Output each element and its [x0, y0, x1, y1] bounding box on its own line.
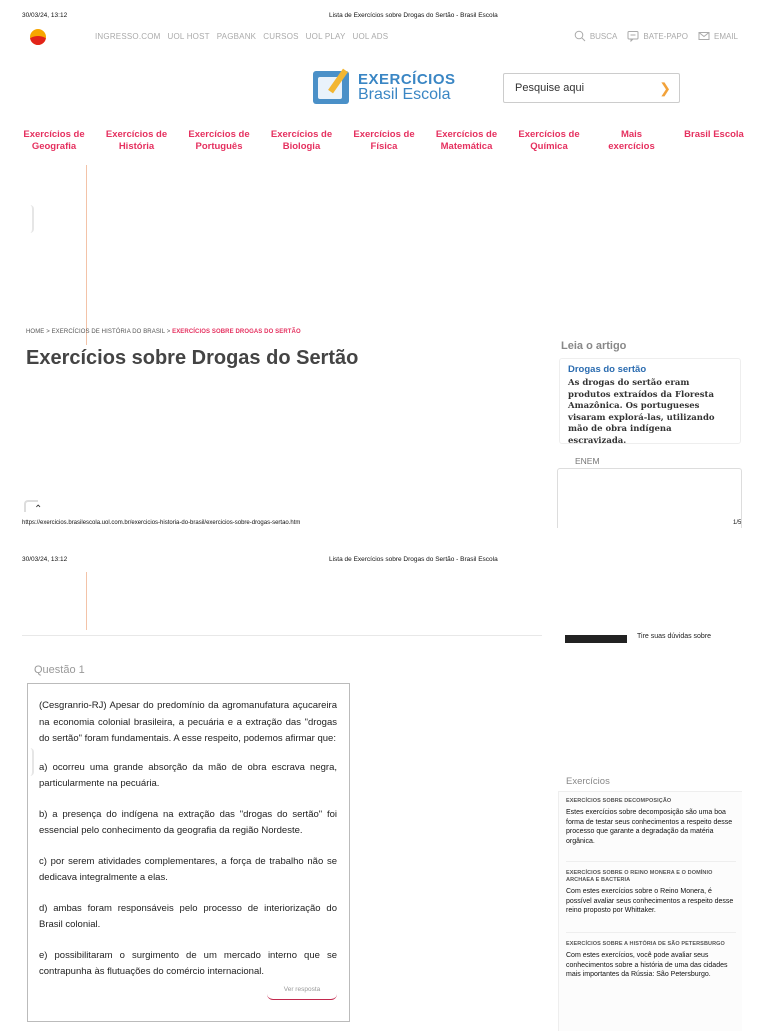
uol-link[interactable]: CURSOS: [263, 32, 299, 41]
uol-link[interactable]: PAGBANK: [216, 32, 257, 41]
breadcrumb-current: EXERCÍCIOS SOBRE DROGAS DO SERTÃO: [172, 329, 301, 335]
option-e: e) possibilitaram o surgimento de um mercado interno que se contrapunha às flutuações do comércio internacional.: [39, 949, 337, 977]
list-item[interactable]: [566, 941, 736, 980]
breadcrumb-home[interactable]: HOME: [26, 329, 45, 335]
option-d: d) ambas foram responsáveis pelo processo de interiorização do Brasil colonial.: [39, 902, 337, 930]
article-desc: As drogas do sertão eram produtos extraídos da Floresta Amazônica. Os portugueses visaram explorá-las, utilizando mão de obra indígena escravizada.: [568, 378, 715, 446]
exercise-title[interactable]: EXERCÍCIOS SOBRE A HISTÓRIA DE SÃO PETERSBURGO: [566, 941, 725, 947]
ad-divider-2: [86, 572, 87, 630]
search-input[interactable]: [513, 81, 657, 95]
print-timestamp-2: 30/03/24, 13:12: [22, 556, 68, 563]
nav-item-fisica[interactable]: Exercícios de Física: [353, 129, 415, 152]
exercises-list: [558, 791, 742, 1031]
email-label: EMAIL: [713, 31, 738, 41]
option-c: c) por serem atividades complementares, a força de trabalho não se dedicava integralmente a elas.: [39, 855, 337, 883]
uol-right-links: [574, 30, 738, 42]
ad-divider: [86, 165, 87, 345]
site-search: [503, 73, 680, 103]
article-card[interactable]: [559, 358, 741, 444]
nav-item-quimica[interactable]: Exercícios de Química: [518, 129, 580, 152]
bate-papo-link[interactable]: [627, 30, 688, 42]
divider: [566, 932, 736, 933]
print-timestamp: 30/03/24, 13:12: [22, 12, 68, 19]
uol-link[interactable]: UOL ADS: [352, 32, 389, 41]
uol-links: [95, 32, 388, 41]
print-url: https://exercicios.brasilescola.uol.com.br/exercicios-historia-do-brasil/exercicios-sobre-drogas-sertao.htm: [22, 520, 301, 526]
notepad-icon: [313, 71, 349, 104]
uol-link[interactable]: UOL HOST: [167, 32, 210, 41]
busca-link[interactable]: [574, 30, 618, 42]
breadcrumb: [26, 329, 301, 335]
page-title: Exercícios sobre Drogas do Sertão: [26, 347, 359, 369]
exercise-desc: Com estes exercícios sobre o Reino Monera, é possível avaliar seus conhecimentos a respeito desse reino proposto por Whittaker.: [566, 888, 734, 914]
uol-bar: [0, 26, 768, 52]
side-tab-2[interactable]: [24, 748, 34, 776]
nav-item-mais[interactable]: Mais exercícios: [608, 129, 655, 152]
question-box: [27, 683, 350, 1022]
option-b: b) a presença do indígena na extração das "drogas do sertão" foi essencial pelo conhecimento da geografia da região Nordeste.: [39, 808, 337, 836]
print-page-number: 1/5: [733, 520, 742, 526]
question-statement: (Cesgranrio-RJ) Apesar do predomínio da agromanufatura açucareira na economia colonial brasileira, a pecuária e a extração das "drogas do sertão" foram fundamentais. A esse respeito, podemos afirmar que:: [39, 700, 337, 744]
breadcrumb-sep: >: [166, 329, 171, 335]
print-page-title-2: Lista de Exercícios sobre Drogas do Sertão - Brasil Escola: [329, 556, 498, 563]
aside-title: Leia o artigo: [561, 340, 627, 352]
uol-link[interactable]: INGRESSO.COM: [95, 32, 161, 41]
divider: [22, 635, 542, 636]
brand-line2: Brasil Escola: [358, 86, 451, 103]
exercise-desc: Estes exercícios sobre decomposição são uma boa forma de testar seus conhecimentos a respeito desse processo que garante a degradação da matéria orgânica.: [566, 809, 733, 845]
nav-item-biologia[interactable]: Exercícios de Biologia: [270, 129, 333, 152]
bate-papo-label: BATE-PAPO: [643, 31, 688, 41]
article-title[interactable]: Drogas do sertão: [568, 364, 647, 375]
breadcrumb-sep: >: [46, 329, 50, 335]
chat-icon: [627, 30, 639, 42]
mail-icon: [698, 30, 710, 42]
enem-card[interactable]: [557, 468, 742, 528]
enem-thumbnail[interactable]: [565, 635, 627, 643]
chevron-right-icon[interactable]: ❯: [659, 80, 671, 96]
nav-item-matematica[interactable]: Exercícios de Matemática: [435, 129, 498, 152]
list-item[interactable]: [566, 870, 736, 916]
enem-label: ENEM: [575, 456, 600, 466]
email-link[interactable]: [698, 30, 738, 42]
nav-item-brasil-escola[interactable]: Brasil Escola: [684, 129, 744, 140]
exercise-desc: Com estes exercícios, você pode avaliar seus conhecimentos sobre a história de uma das cidades mais importantes da Rússia: São Petersburgo.: [566, 952, 728, 978]
question-title: Questão 1: [34, 664, 85, 676]
exercise-title[interactable]: EXERCÍCIOS SOBRE O REINO MONERA E O DOMÍNIO ARCHAEA E BACTERIA: [566, 870, 713, 883]
chevron-up-icon[interactable]: ⌃: [34, 504, 43, 515]
uol-link[interactable]: UOL PLAY: [305, 32, 346, 41]
side-tab[interactable]: [24, 205, 34, 233]
breadcrumb-section[interactable]: EXERCÍCIOS DE HISTÓRIA DO BRASIL: [51, 329, 165, 335]
search-icon: [574, 30, 586, 42]
list-item[interactable]: [566, 798, 736, 846]
option-a: a) ocorreu uma grande absorção da mão de obra escrava negra, particularmente na pecuária.: [39, 761, 337, 789]
exercises-label: Exercícios: [566, 776, 610, 787]
uol-logo[interactable]: [30, 29, 46, 45]
print-page-title: Lista de Exercícios sobre Drogas do Sertão - Brasil Escola: [329, 12, 498, 19]
busca-label: BUSCA: [589, 31, 618, 41]
divider: [566, 861, 736, 862]
nav-item-portugues[interactable]: Exercícios de Português: [188, 129, 250, 152]
main-nav: [20, 129, 748, 153]
enem-partial-text: Tire suas dúvidas sobre: [637, 633, 712, 640]
brand-line1: EXERCÍCIOS: [358, 71, 456, 88]
exercise-title[interactable]: EXERCÍCIOS SOBRE DECOMPOSIÇÃO: [566, 798, 672, 804]
nav-item-historia[interactable]: Exercícios de História: [105, 129, 168, 152]
ver-resposta-button[interactable]: Ver resposta: [267, 986, 337, 1000]
nav-item-geografia[interactable]: Exercícios de Geografia: [23, 129, 85, 152]
